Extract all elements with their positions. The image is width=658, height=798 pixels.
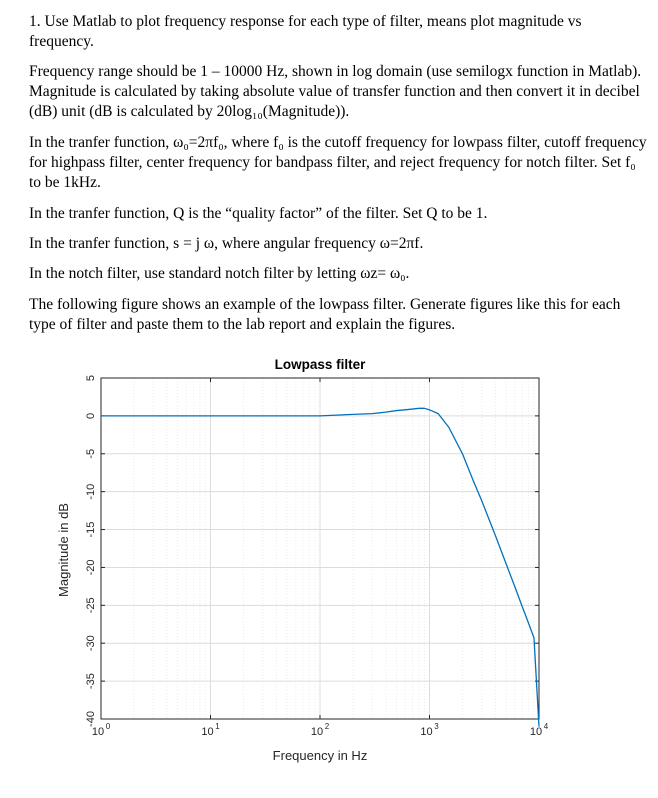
x-tick-label-exponent: 2 [324, 722, 330, 731]
y-tick-label: -30 [85, 635, 97, 652]
paragraph-figure-description: The following figure shows an example of the lowpass filter. Generate figures like this for each type of filter and paste them to the lab report and explain the figures. [29, 296, 621, 333]
y-tick-label: 5 [85, 374, 97, 382]
x-tick-label: 10 [529, 726, 543, 738]
lowpass-chart [0, 358, 658, 798]
y-tick-label: -35 [85, 673, 97, 690]
y-tick-label: 0 [85, 412, 97, 419]
axis-ticks [85, 375, 549, 738]
y-tick-label: -20 [85, 559, 97, 576]
x-tick-label-exponent: 4 [543, 722, 549, 731]
x-tick-label-exponent: 0 [105, 722, 111, 731]
paragraph-omega-zero: In the tranfer function, ω₀=2πf₀, where f₀ is the cutoff frequency for lowpass filter, cutoff frequency for highpass filter, center frequency for bandpass filter, and reject frequency for notch filter. Set f₀ to be 1kHz. [29, 134, 647, 191]
y-tick-label: -5 [85, 448, 97, 459]
y-tick-label: -10 [85, 483, 97, 500]
y-tick-label: -25 [85, 597, 97, 614]
x-tick-label: 10 [310, 726, 324, 738]
paragraph-notch-filter: In the notch filter, use standard notch filter by letting ωz= ω₀. [29, 265, 410, 282]
x-tick-label-exponent: 1 [215, 722, 220, 731]
x-tick-label: 10 [91, 726, 105, 738]
x-tick-label: 10 [420, 726, 433, 738]
paragraph-frequency-range: Frequency range should be 1 – 10000 Hz, shown in log domain (use semilogx function in Matlab). Magnitude is calculated by taking absolute value of transfer function and then convert it in decibel (dB) unit (dB is calculated by 20log₁₀(Magnitude)). [29, 63, 642, 120]
paragraph-quality-factor: In the tranfer function, Q is the “quality factor” of the filter. Set Q to be 1. [29, 205, 488, 222]
chart-grid [101, 378, 539, 719]
paragraph-s-definition: In the tranfer function, s = j ω, where angular frequency ω=2πf. [29, 235, 424, 252]
x-axis-label: Frequency in Hz [272, 748, 368, 763]
y-axis-label: Magnitude in dB [56, 503, 71, 597]
x-tick-label-exponent: 3 [434, 722, 439, 731]
chart-title: Lowpass filter [274, 358, 366, 372]
paragraph-instruction: 1. Use Matlab to plot frequency response for each type of filter, means plot magnitude vs frequency. [29, 13, 582, 50]
x-tick-label: 10 [201, 726, 214, 738]
y-tick-label: -40 [85, 711, 97, 727]
y-tick-label: -15 [85, 521, 97, 538]
